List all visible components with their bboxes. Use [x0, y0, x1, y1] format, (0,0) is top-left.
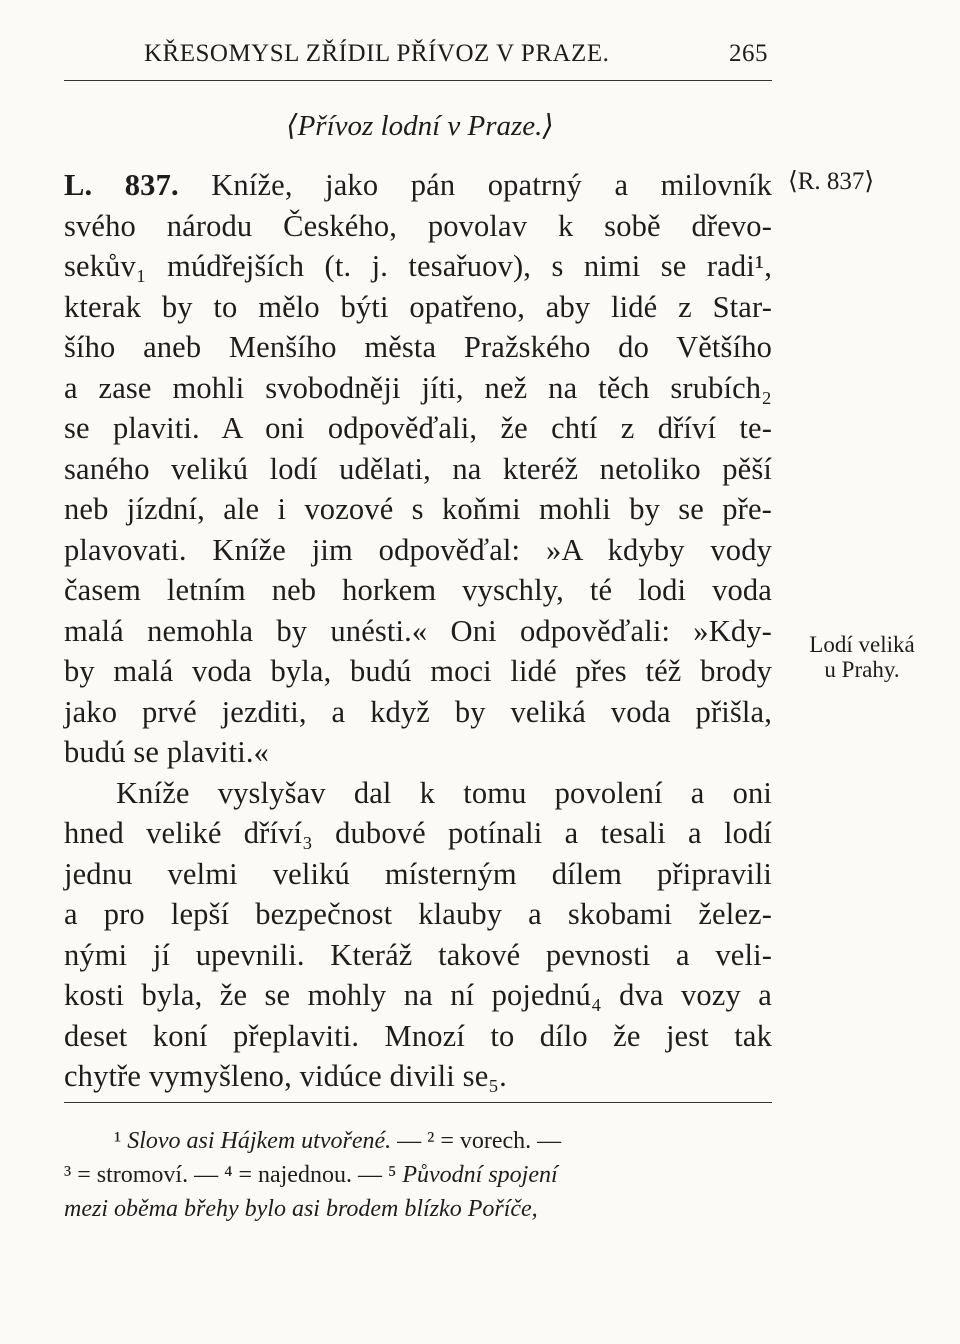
body-line — [64, 773, 772, 814]
body-line-text: nými jí upevnili. Kteráž takové pevnosti a veli- — [64, 937, 772, 972]
body-line — [64, 611, 772, 652]
footnote-mark: ⁴ — [224, 1162, 233, 1188]
body-line — [64, 206, 772, 247]
body-line — [64, 368, 772, 409]
margin-note — [782, 632, 942, 682]
footnote-mark: ² — [427, 1128, 435, 1154]
body-line-text: časem letním neb horkem vyschly, té lodi voda — [64, 573, 772, 607]
body-line — [64, 408, 772, 449]
footnote-text: Slovo asi Hájkem utvořené. — [127, 1128, 392, 1154]
body-line — [64, 732, 772, 773]
paragraph-number: L. 837. — [64, 168, 179, 202]
body-line — [64, 935, 772, 976]
body-line — [64, 489, 772, 530]
body-line-text: a zase mohli svobodněji jíti, než na těch srubích₂ — [64, 370, 772, 405]
footnote-text: Původní spojení — [396, 1162, 558, 1188]
footnote-line — [64, 1124, 772, 1158]
margin-reference: ⟨R. 837⟩ — [788, 168, 875, 195]
body-line — [64, 165, 772, 206]
footnote-rule — [64, 1102, 772, 1103]
body-line-text: šího aneb Menšího města Pražského do Většího — [64, 330, 772, 364]
body-line-text: kosti byla, že se mohly na ní pojednú₄ dva vozy a — [64, 978, 772, 1012]
footnote-mark: ⁵ — [387, 1162, 397, 1188]
body-line — [64, 854, 772, 895]
body-line-text: Kníže vyslyšav dal k tomu povolení a oni — [116, 775, 772, 810]
body-line-text: deset koní přeplaviti. Mnozí to dílo že jest tak — [64, 1018, 772, 1053]
body-line-text: by malá voda byla, budú moci lidé přes též brody — [64, 654, 772, 688]
body-line — [64, 287, 772, 328]
body-line — [64, 449, 772, 490]
section-heading: ⟨Přívoz lodní v Praze.⟩ — [286, 110, 554, 142]
margin-note-line: Lodí veliká — [809, 632, 915, 657]
body-text — [64, 165, 772, 1097]
footnote-mark: ¹ — [114, 1128, 122, 1154]
body-line-text: hned veliké dříví₃ dubové potínali a tesali a lodí — [64, 816, 772, 850]
body-line-text: saného velikú lodí udělati, na kteréž netoliko pěší — [64, 451, 772, 486]
body-line — [64, 1056, 772, 1097]
body-line-text: budú se plaviti.« — [64, 735, 270, 769]
body-line-text: se plaviti. A oni odpověďali, že chtí z dříví te- — [64, 411, 772, 445]
footnote-line — [64, 1158, 772, 1192]
running-head — [64, 36, 772, 81]
body-line — [64, 570, 772, 611]
running-head-title: KŘESOMYSL ZŘÍDIL PŘÍVOZ V PRAZE. — [144, 40, 610, 67]
footnote-line: mezi oběma břehy bylo asi brodem blízko Poříče, — [64, 1196, 538, 1222]
margin-note-line: u Prahy. — [824, 657, 900, 682]
body-line-text: sekův₁ múdřejších (t. j. tesařuov), s nimi se radi¹, — [64, 249, 772, 283]
footnote-mark: ³ — [64, 1162, 72, 1188]
body-line-text: jednu velmi velikú místerným dílem připravili — [64, 856, 772, 891]
body-line — [64, 692, 772, 733]
body-line-text: a pro lepší bezpečnost klauby a skobami želez- — [64, 897, 772, 931]
body-line — [64, 530, 772, 571]
body-line-text: kterak by to mělo býti opatřeno, aby lidé z Star- — [64, 289, 772, 324]
body-line-text: chytře vymyšleno, vidúce divili se₅. — [64, 1059, 507, 1093]
body-line-text: plavovati. Kníže jim odpověďal: »A kdyby vody — [64, 532, 772, 567]
footnote-text: = najednou. — — [232, 1162, 388, 1188]
body-line-text: neb jízdní, ale i vozové s koňmi mohli by se pře- — [64, 492, 772, 526]
body-line — [64, 813, 772, 854]
body-line-text: svého národu Českého, povolav k sobě dřevo- — [64, 208, 772, 243]
footnotes — [64, 1124, 772, 1226]
footnote-separator: — — [391, 1128, 428, 1154]
body-line — [64, 1016, 772, 1057]
page-number: 265 — [729, 40, 768, 67]
body-line-text: malá nemohla by unésti.« Oni odpověďali: »Kdy- — [64, 613, 772, 648]
body-line — [64, 894, 772, 935]
body-line — [64, 327, 772, 368]
body-line-text: Kníže, jako pán opatrný a milovník — [178, 168, 772, 202]
body-line — [64, 975, 772, 1016]
body-line — [64, 651, 772, 692]
footnote-text: = vorech. — — [434, 1128, 562, 1154]
body-line — [64, 246, 772, 287]
body-line-text: jako prvé jezditi, a když by veliká voda přišla, — [64, 694, 772, 729]
footnote-text: = stromoví. — — [71, 1162, 225, 1188]
